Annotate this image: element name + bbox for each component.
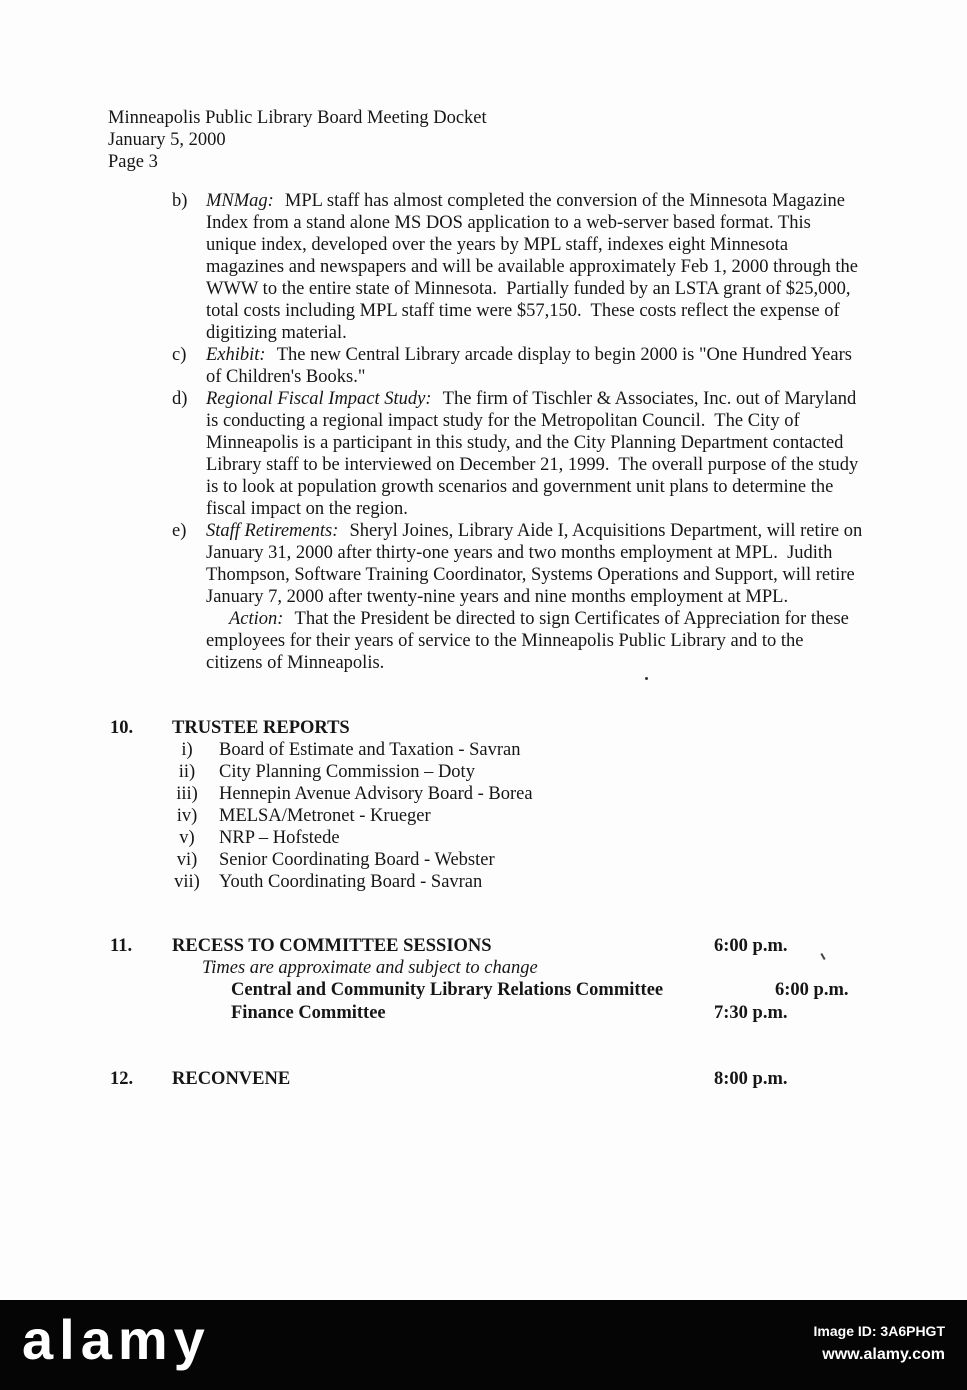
item-line: January 31, 2000 after thirty-one years and two months employment at MPL. Judith [206, 543, 833, 563]
scan-speck [820, 953, 825, 960]
item-first-text: The firm of Tischler & Associates, Inc. out of Maryland [442, 389, 857, 409]
agenda-item-d [172, 388, 892, 520]
item-line: is conducting a regional impact study for the Metropolitan Council. The City of [206, 411, 800, 431]
section-number-11: 11. [110, 936, 133, 956]
docket-title: Minneapolis Public Library Board Meeting Docket [108, 108, 487, 128]
item-body [206, 388, 892, 520]
list-item-text: Youth Coordinating Board - Savran [219, 872, 483, 892]
section-title-recess: RECESS TO COMMITTEE SESSIONS [172, 936, 492, 956]
list-item [163, 783, 663, 805]
item-body [206, 344, 892, 388]
action-line: citizens of Minneapolis. [206, 653, 385, 673]
item-line: total costs including MPL staff time were $57,150. These costs reflect the expense of [206, 301, 840, 321]
watermark-site: www.alamy.com [822, 1346, 945, 1363]
item-label: c) [172, 345, 187, 365]
recess-time: 6:00 p.m. [714, 936, 788, 956]
list-item-label: i) [181, 740, 193, 760]
item-label: e) [172, 521, 187, 541]
section-title-trustee-reports: TRUSTEE REPORTS [172, 718, 350, 738]
list-item-text: MELSA/Metronet - Krueger [219, 806, 431, 826]
item-line: Thompson, Software Training Coordinator, Systems Operations and Support, will retire [206, 565, 855, 585]
item-body [206, 520, 892, 674]
item-label: d) [172, 389, 188, 409]
committee-time: 6:00 p.m. [775, 980, 849, 1000]
item-first-text: Sheryl Joines, Library Aide I, Acquisitions Department, will retire on [349, 521, 863, 541]
list-item [163, 805, 663, 827]
committee-name: Finance Committee [231, 1003, 386, 1023]
item-line: fiscal impact on the region. [206, 499, 408, 519]
item-first-line [206, 344, 892, 366]
item-line: WWW to the entire state of Minnesota. Partially funded by an LSTA grant of $25,000, [206, 279, 851, 299]
item-line: is to look at population growth scenarios and government unit plans to determine the [206, 477, 834, 497]
action-first-text: That the President be directed to sign Certificates of Appreciation for these [294, 609, 849, 629]
section-number-12: 12. [110, 1069, 134, 1089]
list-item-label: v) [179, 828, 195, 848]
docket-header [108, 107, 487, 173]
list-item-label: vi) [176, 850, 198, 870]
agenda-item-b [172, 190, 892, 344]
docket-date: January 5, 2000 [108, 130, 226, 150]
list-item-label: ii) [178, 762, 196, 782]
item-line: Library staff to be interviewed on December 21, 1999. The overall purpose of the study [206, 455, 859, 475]
item-lead: Staff Retirements: [206, 521, 339, 541]
alamy-logo: alamy [22, 1308, 211, 1371]
list-item-text: Hennepin Avenue Advisory Board - Borea [219, 784, 533, 804]
list-item [163, 827, 663, 849]
list-item-text: Senior Coordinating Board - Webster [219, 850, 495, 870]
list-item-label: iii) [176, 784, 198, 804]
item-line: unique index, developed over the years by MPL staff, indexes eight Minnesota [206, 235, 789, 255]
scan-speck [645, 677, 648, 680]
item-first-text: MPL staff has almost completed the conversion of the Minnesota Magazine [284, 191, 845, 211]
list-item [163, 739, 663, 761]
agenda-item-e [172, 520, 892, 674]
action-first-line [206, 608, 892, 630]
item-first-line [206, 520, 892, 542]
trustee-report-list [163, 739, 663, 893]
committee-name: Central and Community Library Relations Committee [231, 980, 664, 1000]
list-item [163, 761, 663, 783]
section-number-10: 10. [110, 718, 134, 738]
image-id: Image ID: 3A6PHGT [813, 1323, 945, 1339]
item-line: magazines and newspapers and will be available approximately Feb 1, 2000 through the [206, 257, 858, 277]
list-item-label: vii) [174, 872, 200, 892]
item-line: Index from a stand alone MS DOS application to a web-server based format. This [206, 213, 811, 233]
agenda-item-c [172, 344, 892, 388]
agenda-items [172, 190, 892, 674]
action-lead: Action: [229, 609, 284, 629]
item-lead: Exhibit: [206, 345, 266, 365]
item-lead: Regional Fiscal Impact Study: [206, 389, 432, 409]
item-first-line [206, 388, 892, 410]
list-item-label: iv) [176, 806, 198, 826]
list-item [163, 849, 663, 871]
item-body [206, 190, 892, 344]
section-title-reconvene: RECONVENE [172, 1069, 291, 1089]
item-label: b) [172, 191, 188, 211]
item-first-text: The new Central Library arcade display to begin 2000 is "One Hundred Years [276, 345, 852, 365]
list-item-text: NRP – Hofstede [219, 828, 340, 848]
action-line: employees for their years of service to the Minneapolis Public Library and to the [206, 631, 804, 651]
item-line: of Children's Books." [206, 367, 366, 387]
item-line: Minneapolis is a participant in this study, and the City Planning Department contacted [206, 433, 844, 453]
watermark-bar [0, 1300, 967, 1390]
list-item-text: City Planning Commission – Doty [219, 762, 475, 782]
committee-time: 7:30 p.m. [714, 1003, 788, 1023]
item-first-line [206, 190, 892, 212]
reconvene-time: 8:00 p.m. [714, 1069, 788, 1089]
item-line: January 7, 2000 after twenty-nine years and nine months employment at MPL. [206, 587, 789, 607]
list-item-text: Board of Estimate and Taxation - Savran [219, 740, 521, 760]
item-lead: MNMag: [206, 191, 274, 211]
item-line: digitizing material. [206, 323, 347, 343]
list-item [163, 871, 663, 893]
page-number: Page 3 [108, 152, 158, 172]
recess-note: Times are approximate and subject to change [202, 958, 538, 978]
